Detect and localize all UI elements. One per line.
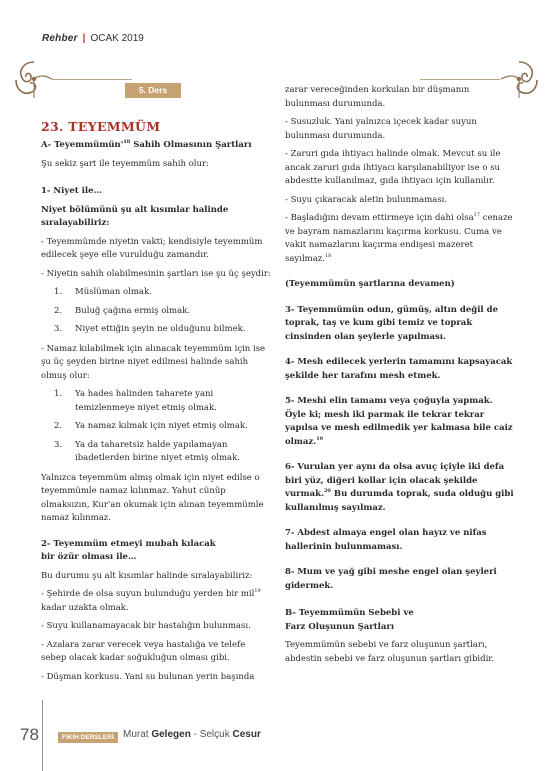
paragraph: - Zaruri gıda ihtiyacı halinde olmak. Mevcut su ile ancak zaruri gıda ihtiyacı karşılanabiliyor ise o su abdestte kullanılmaz, gıda ihtiyacı için kullanılır.	[285, 149, 501, 186]
paragraph: - Düşman korkusu. Yani su bulunan yerin başında	[41, 671, 255, 682]
list-item: 1. Müslüman olmak.	[54, 287, 152, 297]
paragraph: - Susuzluk. Yani yalnızca içecek kadar suyun bulunması durumunda.	[285, 117, 477, 141]
header-rule-right	[420, 79, 500, 80]
intro-text: Şu sekiz şart ile teyemmüm sahih olur:	[41, 158, 209, 169]
authors: Murat Gelegen - Selçuk Cesur	[123, 729, 261, 740]
continuation-heading: (Teyemmümün şartlarına devamen)	[285, 279, 455, 289]
list-item: 2. Buluğ çağına ermiş olmak.	[54, 305, 191, 316]
running-header	[42, 33, 144, 44]
paragraph: - Suyu çıkaracak aletin bulunmaması.	[285, 194, 448, 205]
magazine-brand: Rehber	[42, 33, 78, 44]
numbered-list	[54, 388, 273, 466]
condition-3: 3- Teyemmümün odun, gümüş, altın değil de toprak, taş ve kum gibi temiz ve toprak cinsinden olan şeylerle yapılması.	[285, 304, 498, 342]
right-column	[285, 84, 515, 671]
lesson-badge: 5. Ders	[125, 83, 181, 98]
condition-6: 6- Vurulan yer aynı da olsa avuç içiyle iki defa biri yüz, diğeri kollar için olacak şekilde vurmak.$^{20}$ Bu durumda toprak, suda olduğu gibi kullanılmış sayılmaz.	[285, 462, 514, 513]
paragraph: - Niyetin sahih olabilmesinin şartları ise şu üç şeydir:	[41, 268, 271, 279]
paragraph: - Başladığını devam ettirmeye için dahi olsa$^{17}$ cenaze ve bayram namazlarını kaçırma korkusu. Cuma ve vakit namazlarını kaçırma endişesi mazeret sayılmaz.$^{18}$	[285, 212, 513, 264]
subsection-a-heading: A- $Teyemmümün'^{18}$ Sahih Olmasının Şartları	[41, 139, 252, 150]
header-separator: |	[82, 33, 86, 44]
list-item: 2. Ya namaz kılmak için niyet etmiş olmak.	[54, 421, 248, 431]
footer-divider	[42, 700, 43, 771]
paragraph: Bu durumu şu alt kısımlar halinde sıralayabiliriz:	[41, 570, 253, 581]
condition-8: 8- Mum ve yağ gibi meshe engel olan şeyleri gidermek.	[285, 567, 497, 591]
condition-4: 4- Mesh edilecek yerlerin tamamını kapsayacak şekilde her tarafını mesh etmek.	[285, 357, 513, 381]
list-item: 1. Ya hades halinden taharete yani temizlenmeye niyet etmiş olmak.	[54, 389, 217, 413]
condition-1-lead: Niyet bölümünü şu alt kısımlar halinde sıralayabiliriz:	[41, 204, 229, 228]
condition-1-heading: 1- Niyet ile…	[41, 186, 102, 196]
section-title: 23. TEYEMMÜM	[41, 119, 161, 134]
header-rule-left	[52, 79, 132, 80]
condition-5: 5- Meshi elin tamamı veya çoğuyla yapmak. Öyle ki; mesh iki parmak ile tekrar tekrar yapılsa ve mesh edilmedik yer kalmasa bile caiz olmaz.$^{19}$	[285, 396, 513, 447]
left-column	[41, 139, 273, 689]
paragraph: - Namaz kılabilmek için alınacak teyemmüm için ise şu üç şeyden birine niyet edilmesi halinde sahih olmuş olur:	[41, 343, 266, 381]
list-item: 3. Niyet ettiğin şeyin ne olduğunu bilmek.	[54, 324, 246, 334]
numbered-list	[54, 286, 273, 337]
subsection-b-heading: B- Teyemmümün Sebebi ve Farz Oluşunun Şartları	[285, 608, 414, 632]
list-item: 3. Ya da taharetsiz halde yapılamayan ibadetlerden birine niyet etmiş olmak.	[54, 439, 240, 463]
paragraph: - Suyu kullanamayacak bir hastalığın bulunması.	[41, 621, 251, 631]
paragraph: Teyemmümün sebebi ve farz oluşunun şartları, abdestin sebebi ve farz oluşunun şartları gibidir.	[285, 640, 495, 664]
paragraph: - Teyemmümde niyetin vakti; kendisiyle teyemmüm edilecek şeye elle vurulduğu zamandır.	[41, 236, 263, 260]
corner-ornament-left-icon	[12, 58, 56, 102]
condition-2-heading: 2- Teyemmüm etmeyi mubah kılacak bir özür olması ile…	[41, 538, 216, 562]
section-tag: FIKIH DERSLERİ	[58, 732, 118, 743]
paragraph: - Azalara zarar verecek veya hastalığa ve telefe sebep olacak kadar soğukluğun olması gibi.	[41, 639, 246, 663]
paragraph: zarar vereceğinden korkulan bir düşmanın bulunması durumunda.	[285, 85, 470, 109]
paragraph: - Şehirde de olsa suyun bulunduğu yerden bir mil$^{19}$ kadar uzakta olmak.	[41, 588, 261, 613]
issue-date: OCAK 2019	[90, 33, 144, 44]
condition-7: 7- Abdest almaya engel olan hayız ve nifas hallerinin bulunmaması.	[285, 528, 487, 552]
page-number: 78	[20, 725, 39, 744]
paragraph: Yalnızca teyemmüm almış olmak için niyet edilse o teyemmümle namaz kılınmaz. Yahut cünüp olmaksızın, Kur'an okumak için alınan teyemmümle namaz kılınmaz.	[41, 472, 264, 523]
